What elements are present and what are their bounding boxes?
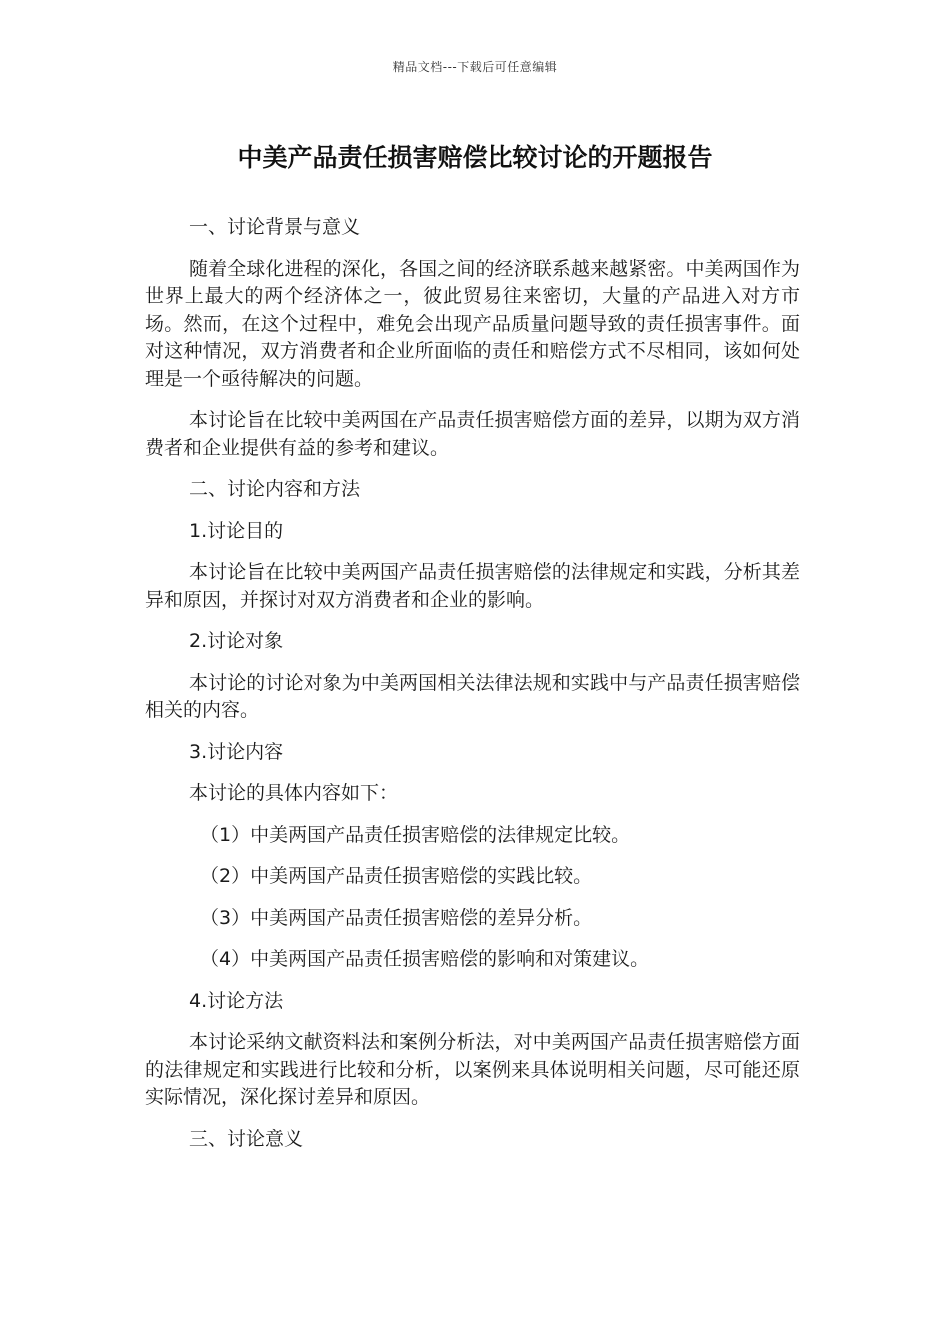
section-1-paragraph-2: 本讨论旨在比较中美两国在产品责任损害赔偿方面的差异，以期为双方消费者和企业提供有益的参考和建议。 bbox=[145, 409, 800, 459]
subsection-2-3-intro: 本讨论的具体内容如下： bbox=[189, 782, 399, 804]
section-3-heading: 三、讨论意义 bbox=[189, 1127, 304, 1150]
section-1-paragraph-1: 随着全球化进程的深化，各国之间的经济联系越来越紧密。中美两国作为世界上最大的两个经济体之一，彼此贸易往来密切，大量的产品进入对方市场。然而，在这个过程中，难免会出现产品质量问题导致的责任损害事件。面对这种情况，双方消费者和企业所面临的责任和赔偿方式不尽相同，该如何处理是一个亟待解决的问题。 bbox=[145, 257, 800, 390]
subsection-2-3-heading: 3.讨论内容 bbox=[189, 740, 284, 763]
subsection-2-2-heading: 2.讨论对象 bbox=[189, 630, 284, 652]
document-body bbox=[145, 214, 800, 1167]
section-2-heading: 二、讨论内容和方法 bbox=[189, 478, 361, 500]
section-1-heading: 一、讨论背景与意义 bbox=[189, 216, 361, 238]
subsection-2-1-paragraph: 本讨论旨在比较中美两国产品责任损害赔偿的法律规定和实践，分析其差异和原因，并探讨对双方消费者和企业的影响。 bbox=[145, 561, 800, 611]
list-item: （2）中美两国产品责任损害赔偿的实践比较。 bbox=[200, 865, 593, 887]
document-title: 中美产品责任损害赔偿比较讨论的开题报告 bbox=[237, 143, 713, 172]
subsection-2-4-heading: 4.讨论方法 bbox=[189, 989, 284, 1012]
subsection-2-2-paragraph: 本讨论的讨论对象为中美两国相关法律法规和实践中与产品责任损害赔偿相关的内容。 bbox=[145, 671, 800, 721]
list-item: （4）中美两国产品责任损害赔偿的影响和对策建议。 bbox=[200, 948, 650, 970]
list-item: （3）中美两国产品责任损害赔偿的差异分析。 bbox=[200, 906, 593, 929]
subsection-2-4-paragraph: 本讨论采纳文献资料法和案例分析法，对中美两国产品责任损害赔偿方面的法律规定和实践进行比较和分析，以案例来具体说明相关问题，尽可能还原实际情况，深化探讨差异和原因。 bbox=[145, 1031, 800, 1108]
list-item: （1）中美两国产品责任损害赔偿的法律规定比较。 bbox=[200, 823, 631, 846]
header-note: 精品文档---下载后可任意编辑 bbox=[392, 60, 558, 74]
subsection-2-1-heading: 1.讨论目的 bbox=[189, 519, 284, 542]
